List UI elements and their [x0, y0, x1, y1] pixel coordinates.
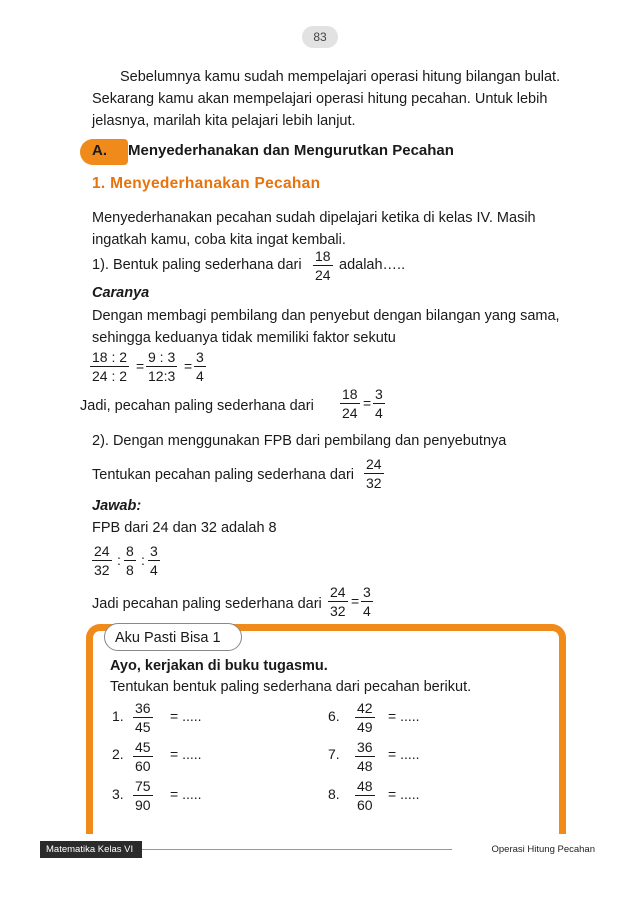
question-2-text: 2). Dengan menggunakan FPB dari pembilang dan penyebutnya: [92, 433, 507, 449]
fraction-numerator: 24: [330, 584, 346, 600]
equals-sign: =: [136, 358, 145, 374]
calc-1-fraction-b: [146, 349, 177, 384]
fpb-text: FPB dari 24 dan 32 adalah 8: [92, 520, 277, 536]
equals-sign: =: [351, 593, 360, 609]
footer-rule: [142, 849, 452, 850]
fraction-numerator: 3: [196, 349, 204, 365]
footer-book-title: Matematika Kelas VI: [40, 841, 142, 858]
exercise-box: [86, 624, 566, 834]
exercise-item-answer: = .....: [388, 708, 420, 724]
fraction-denominator: 4: [196, 368, 204, 384]
fraction-bar: [133, 717, 153, 718]
calc-2-fraction-c: [148, 543, 160, 578]
fraction-numerator: 18 : 2: [92, 349, 128, 365]
fraction-denominator: 49: [357, 719, 373, 735]
fraction-numerator: 24: [94, 543, 110, 559]
result-2-text: Jadi pecahan paling sederhana dari: [92, 596, 322, 612]
fraction-denominator: 24 : 2: [92, 368, 128, 384]
exercise-item-answer: = .....: [388, 786, 420, 802]
question-1-suffix: adalah…..: [339, 257, 406, 273]
fraction-numerator: 8: [126, 543, 134, 559]
exercise-item-answer: = .....: [170, 708, 202, 724]
subsection-title: 1. Menyederhanakan Pecahan: [92, 175, 321, 192]
exercise-heading: Ayo, kerjakan di buku tugasmu.: [110, 658, 328, 674]
fraction-bar: [133, 756, 153, 757]
question-2-fraction: [364, 456, 384, 491]
exercise-item-fraction: [355, 700, 375, 735]
fraction-denominator: 32: [366, 475, 382, 491]
fraction-denominator: 32: [330, 603, 346, 619]
exercise-item-label: 8.: [328, 786, 340, 802]
question-2-instruction: Tentukan pecahan paling sederhana dari: [92, 467, 355, 483]
fraction-numerator: 3: [375, 386, 383, 402]
exercise-item-fraction: [133, 778, 153, 813]
fraction-bar: [90, 366, 129, 367]
exercise-item-answer: = .....: [170, 746, 202, 762]
fraction-bar: [146, 366, 177, 367]
colon-sign: :: [117, 552, 121, 568]
fraction-bar: [313, 265, 333, 266]
jawab-heading: Jawab:: [92, 498, 142, 514]
fraction-bar: [124, 560, 136, 561]
result-2-fraction-a: [328, 584, 348, 619]
question-1-fraction: [313, 248, 333, 283]
caranya-heading: Caranya: [92, 285, 150, 301]
exercise-item-fraction: [133, 700, 153, 735]
fraction-denominator: 90: [135, 797, 151, 813]
equals-sign: =: [363, 395, 372, 411]
equals-sign: =: [184, 358, 193, 374]
fraction-bar: [355, 717, 375, 718]
fraction-denominator: 24: [315, 267, 331, 283]
exercise-item-label: 1.: [112, 708, 124, 724]
fraction-denominator: 4: [150, 562, 158, 578]
fraction-numerator: 36: [135, 700, 151, 716]
result-1-fraction-a: [340, 386, 360, 421]
fraction-denominator: 12:3: [148, 368, 176, 384]
fraction-numerator: 36: [357, 739, 373, 755]
fraction-bar: [328, 601, 348, 602]
fraction-bar: [373, 403, 385, 404]
fraction-denominator: 24: [342, 405, 358, 421]
exercise-item-answer: = .....: [388, 746, 420, 762]
fraction-denominator: 45: [135, 719, 151, 735]
fraction-denominator: 60: [135, 758, 151, 774]
section-badge-label: A.: [92, 142, 107, 159]
fraction-numerator: 18: [315, 248, 331, 264]
exercise-box-tab: Aku Pasti Bisa 1: [104, 623, 242, 651]
result-1-text: Jadi, pecahan paling sederhana dari: [80, 398, 314, 414]
calc-2-fraction-b: [124, 543, 136, 578]
intro-paragraph: Sebelumnya kamu sudah mempelajari operasi hitung bilangan bulat. Sekarang kamu akan mempelajari operasi hitung pecahan. Untuk lebih jelasnya, marilah kita pelajari lebih lanjut.: [92, 69, 561, 129]
result-1-fraction-b: [373, 386, 385, 421]
calc-1-fraction-c: [194, 349, 206, 384]
fraction-numerator: 9 : 3: [148, 349, 176, 365]
fraction-denominator: 32: [94, 562, 110, 578]
section-title: Menyederhanakan dan Mengurutkan Pecahan: [128, 142, 454, 159]
fraction-denominator: 4: [375, 405, 383, 421]
calc-2-fraction-a: [92, 543, 112, 578]
exercise-item-fraction: [355, 778, 375, 813]
fraction-numerator: 3: [363, 584, 371, 600]
fraction-bar: [148, 560, 160, 561]
exercise-item-label: 3.: [112, 786, 124, 802]
fraction-numerator: 45: [135, 739, 151, 755]
fraction-bar: [133, 795, 153, 796]
exercise-item-fraction: [133, 739, 153, 774]
page-number: 83: [302, 26, 338, 48]
question-1-text: 1). Bentuk paling sederhana dari: [92, 257, 302, 273]
result-2-fraction-b: [361, 584, 373, 619]
exercise-item-fraction: [355, 739, 375, 774]
exercise-item-label: 2.: [112, 746, 124, 762]
fraction-denominator: 48: [357, 758, 373, 774]
fraction-bar: [355, 795, 375, 796]
exercise-item-answer: = .....: [170, 786, 202, 802]
footer-chapter-title: Operasi Hitung Pecahan: [491, 844, 595, 855]
exercise-item-label: 7.: [328, 746, 340, 762]
fraction-bar: [92, 560, 112, 561]
fraction-bar: [355, 756, 375, 757]
paragraph-1: Menyederhanakan pecahan sudah dipelajari ketika di kelas IV. Masih ingatkah kamu, coba kita ingat kembali.: [92, 210, 536, 248]
fraction-denominator: 60: [357, 797, 373, 813]
fraction-bar: [194, 366, 206, 367]
paragraph-2: Dengan membagi pembilang dan penyebut dengan bilangan yang sama, sehingga keduanya tidak memiliki faktor sekutu: [92, 308, 560, 346]
fraction-bar: [361, 601, 373, 602]
colon-sign: :: [141, 552, 145, 568]
fraction-numerator: 18: [342, 386, 358, 402]
exercise-item-label: 6.: [328, 708, 340, 724]
fraction-denominator: 4: [363, 603, 371, 619]
fraction-bar: [340, 403, 360, 404]
fraction-bar: [364, 473, 384, 474]
fraction-numerator: 24: [366, 456, 382, 472]
fraction-numerator: 48: [357, 778, 373, 794]
fraction-numerator: 75: [135, 778, 151, 794]
fraction-numerator: 3: [150, 543, 158, 559]
fraction-denominator: 8: [126, 562, 134, 578]
fraction-numerator: 42: [357, 700, 373, 716]
exercise-instruction: Tentukan bentuk paling sederhana dari pecahan berikut.: [110, 679, 472, 695]
calc-1-fraction-a: [90, 349, 129, 384]
